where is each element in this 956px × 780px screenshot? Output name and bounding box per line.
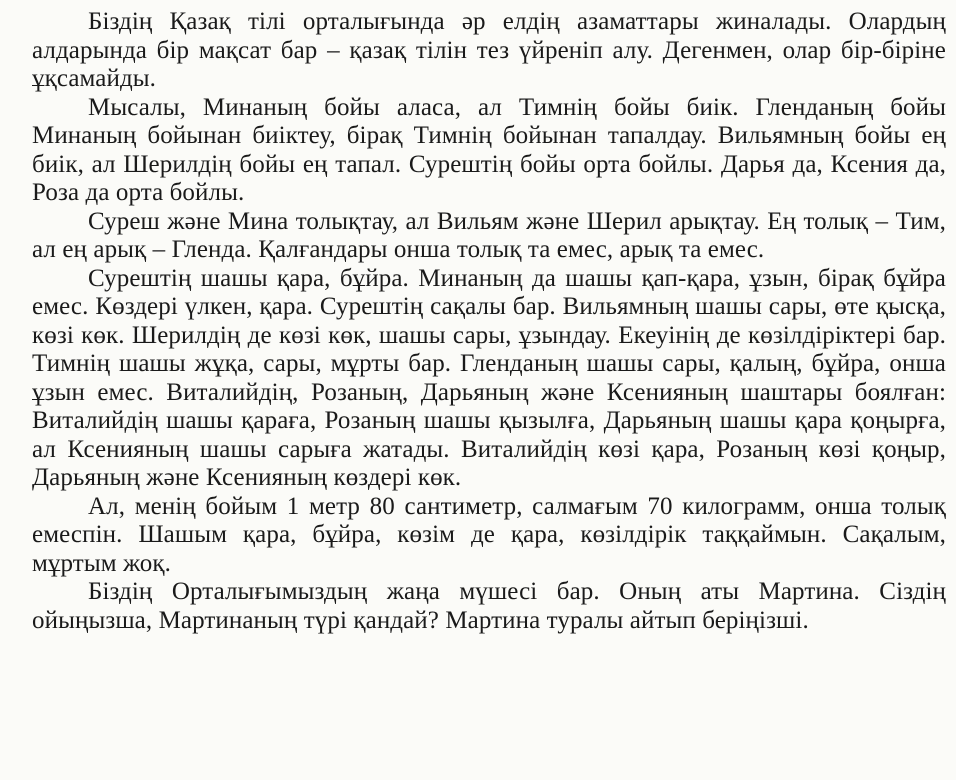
paragraph-intro: Біздің Қазақ тілі орталығында әр елдің азаматтары жиналады. Олардың алдарында бір мақсат бар – қазақ тілін тез үйреніп алу. Дегенмен, олар бір-біріне ұқсамайды.: [32, 8, 946, 92]
paragraph-height: Мысалы, Минаның бойы аласа, ал Тимнің бойы биік. Гленданың бойы Минаның бойынан биіктеу, бірақ Тимнің бойынан тапалдау. Вильямның бойы ең биік, ал Шерилдің бойы ең тапал. Сурештің бойы орта бойлы. Дарья да, Ксения да, Роза да орта бойлы.: [32, 93, 946, 206]
paragraph-build: Суреш және Мина толықтау, ал Вильям және Шерил арықтау. Ең толық – Тим, ал ең арық – Гленда. Қалғандары онша толық та емес, арық та емес.: [32, 207, 946, 263]
paragraph-self-description: Ал, менің бойым 1 метр 80 сантиметр, салмағым 70 килограмм, онша толық емеспін. Шашым қара, бұйра, көзім де қара, көзілдірік таққаймын. Сақалым, мұртым жоқ.: [32, 492, 946, 577]
paragraph-hair-eyes: Сурештің шашы қара, бұйра. Минаның да шашы қап-қара, ұзын, бірақ бұйра емес. Көздері үлкен, қара. Сурештің сақалы бар. Вильямның шашы сары, өте қысқа, көзі көк. Шерилдің де көзі көк, шашы сары, ұзындау. Екеуінің де көзілдіріктері бар. Тимнің шашы жұқа, сары, мұрты бар. Гленданың шашы сары, қалың, бұйра, онша ұзын емес. Виталийдің, Розаның, Дарьяның және Ксенияның шаштары боялған: Виталийдің шашы қараға, Розаның шашы қызылға, Дарьяның шашы қара қоңырға, ал Ксенияның шашы сарыға жатады. Виталийдің көзі қара, Розаның көзі қоңыр, Дарьяның және Ксенияның көздері көк.: [32, 264, 946, 491]
paragraph-question: Біздің Орталығымыздың жаңа мүшесі бар. Оның аты Мартина. Сіздің ойыңызша, Мартинаның түрі қандай? Мартина туралы айтып беріңізші.: [32, 578, 946, 634]
